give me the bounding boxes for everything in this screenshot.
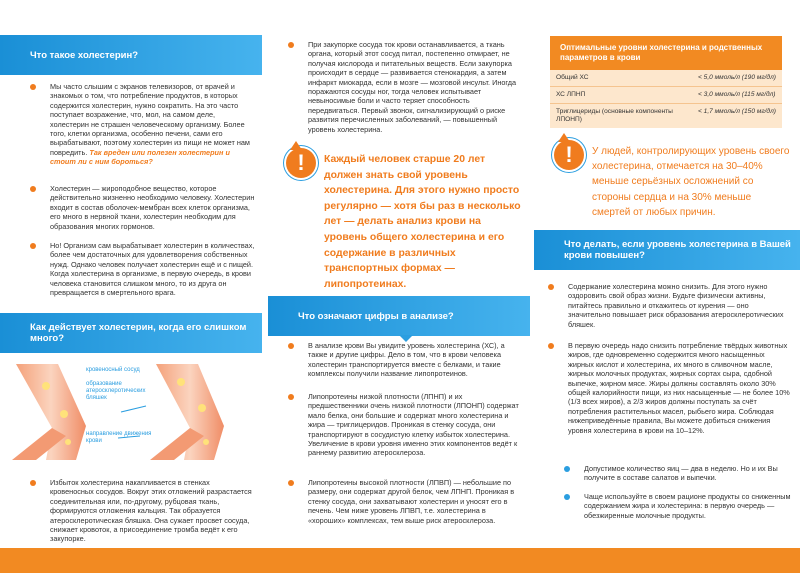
bullet-icon	[30, 480, 36, 486]
label-leader	[121, 406, 146, 412]
paragraph-intro: Мы часто слышим с экранов телевизоров, от врачей и знакомых о том, что потребление продуктов, в которых содержится холестерин, нужно сократить. На это часто поступает возражение, что, мол, на самом деле, холестерин не страшен человеческому организму. Более того, клетки организма, особенно печени, сами его вырабатывают, поэтому холестерин из пищи не может нам повредить. Так вреден или полезен холестерин и стоит ли с ним бороться?	[50, 82, 255, 167]
optimal-levels-table	[550, 36, 782, 128]
callout-control-level: У людей, контролирующих уровень своего холестерина, отмечается на 30–40% меньше серьёзных осложнений со стороны сердца и на 30% меньше смертей от любых причин.	[592, 146, 790, 218]
label-vessel: кровеносный сосуд	[86, 367, 140, 373]
paragraph-eggs: Допустимое количество яиц — два в неделю. Но и их Вы получите в составе салатов и выпечки.	[584, 464, 792, 483]
bullet-icon	[288, 42, 294, 48]
paragraph-lowfat: Чаще используйте в своем рационе продукты со сниженным содержанием жира и холестерина: в первую очередь — обезжиренные молочные продукты.	[584, 492, 792, 520]
heading-how-cholesterol-acts: Как действует холестерин, когда его слишком много?	[0, 313, 262, 353]
bullet-icon	[564, 466, 570, 472]
heading-what-numbers-mean: Что означают цифры в анализе?	[268, 296, 530, 336]
label-flow: направление движения крови	[86, 431, 152, 444]
vessel-right	[150, 364, 224, 460]
heading-what-is-cholesterol: Что такое холестерин?	[0, 35, 262, 75]
table-row	[550, 87, 782, 104]
heading-what-to-do: Что делать, если уровень холестерина в Вашей крови повышен?	[534, 230, 800, 270]
bullet-icon	[30, 243, 36, 249]
paragraph-blockage: При закупорке сосуда ток крови останавливается, а ткань органа, который этот сосуд питал, постепенно отмирает, не получая кислорода и питательных веществ. Если закупорка происходит в сердце — развивается стенокардия, а затем инфаркт миокарда, если в мозге — мозговой инсульт. Иногда поражаются сосуды ног, тогда человек испытывает невыносимые боли и часто теряет способность передвигаться. Первый звонок, сигнализирующий о риске развития перечисленных заболеваний, — повышенный уровень холестерина.	[308, 40, 518, 134]
footer-bar	[0, 548, 800, 573]
label-plaque: образование атеросклеротических бляшек	[86, 381, 146, 401]
exclamation-icon: !	[554, 140, 584, 170]
bullet-icon	[30, 84, 36, 90]
column-1	[0, 0, 262, 548]
paragraph-reduce: Содержание холестерина можно снизить. Для этого нужно оздоровить свой образ жизни. Будьте физически активны, питайтесь правильно и откажитесь от курения — оно значительно повышает риск образования атеросклеротических бляшек.	[568, 282, 792, 329]
callout-know-level: Каждый человек старше 20 лет должен знать свой уровень холестерина. Для этого нужно просто регулярно — хотя бы раз в несколько лет — делать анализ крови на уровень общего холестерина и его содержание в различных транспортных формах — липопротеинах.	[324, 154, 521, 290]
bullet-icon	[564, 494, 570, 500]
column-3	[534, 0, 800, 548]
paragraph-definition: Холестерин — жироподобное вещество, которое действительно жизненно необходимо человеку. Холестерин входит в состав оболочек-мембран всех клеток организма, его много в нервной ткани, холестерин необходим для образования многих гормонов.	[50, 184, 255, 231]
paragraph-hdl: Липопротеины высокой плотности (ЛПВП) — небольшие по размеру, они содержат другой белок, чем ЛПНП. Проникая в стенку сосуда, они захватывают холестерин и уносят его в печень. Чем ниже уровень ЛПВП, т.е. холестерина в «хороших» комплексах, тем выше риск атеросклероза.	[308, 478, 520, 525]
bullet-icon	[288, 394, 294, 400]
table-title: Оптимальные уровни холестерина и родственных параметров в крови	[550, 36, 782, 70]
row-value: < 3,0 ммоль/л (115 мг/дл)	[692, 87, 782, 104]
paragraph-analysis: В анализе крови Вы увидите уровень холестерина (ХС), а также и другие цифры. Дело в том, что в крови человека холестерин транспортируется вместе с белками, и такие комплексы получили название липопротеинов.	[308, 341, 520, 379]
bullet-icon	[288, 480, 294, 486]
paragraph-fats: В первую очередь надо снизить потребление твёрдых животных жиров, где одновременно содержится много насыщенных жирных кислот и холестерина, их много в сливочном масле, жирных молочных продуктах, жирных сортах сыра, сдобной выпечке, жирном мясе. Жиры должны составлять около 30% общей калорийности пищи, из них насыщенные — не более 10% (1/3 всех жиров), а 2/3 жиров должны поступать за счёт потребления растительных масел, рыбьего жира. Соблюдая нижеприведённые правила, Вы можете добиться снижения уровня холестерина в крови на 10–12%.	[568, 341, 792, 435]
row-name: Общий ХС	[550, 70, 692, 87]
bullet-icon	[30, 186, 36, 192]
bullet-icon	[548, 343, 554, 349]
vessel-left	[12, 364, 86, 460]
row-value: < 1,7 ммоль/л (150 мг/дл)	[697, 108, 776, 115]
column-2	[268, 0, 530, 548]
row-name: ХС ЛПНП	[550, 87, 692, 104]
table-row	[550, 104, 782, 129]
paragraph-excess: Избыток холестерина накапливается в стенках кровеносных сосудов. Вокруг этих отложений разрастается соединительная или, по-другому, рубцовая ткань, формируются отложения кальция. Так образуется атеросклеротическая бляшка. Она сужает просвет сосуда, снижает кровоток, а присоединение тромба ведёт к его закупорке.	[50, 478, 255, 544]
row-value: < 5,0 ммоль/л (190 мг/дл)	[692, 70, 782, 87]
row-name: Триглицериды (основные компоненты ЛПОНП)	[556, 108, 673, 123]
bullet-icon	[288, 343, 294, 349]
exclamation-icon: !	[286, 148, 316, 178]
bullet-icon	[548, 284, 554, 290]
table-row	[550, 70, 782, 87]
highlight-question: Так вреден или полезен холестерин и стоит ли с ним бороться?	[50, 147, 230, 167]
paragraph-ldl: Липопротеины низкой плотности (ЛПНП) и их предшественники очень низкой плотности (ЛПОНП) содержат мало белка, они большие и содержат много холестерина и жира — триглицеридов. Проникая в стенку сосуда, они транспортируют в сосудистую клетку избыток холестерина. Увеличение в крови уровня именно этих компонентов ведёт к раннему развитию атеросклероза.	[308, 392, 520, 458]
paragraph-but: Но! Организм сам вырабатывает холестерин в количествах, более чем достаточных для удовлетворения собственных нужд. Однако человек получает холестерин ещё и с пищей. Когда холестерина в организме, в первую очередь, в крови человека становится слишком много, то из друга он превращается в смертельного врага.	[50, 241, 255, 297]
